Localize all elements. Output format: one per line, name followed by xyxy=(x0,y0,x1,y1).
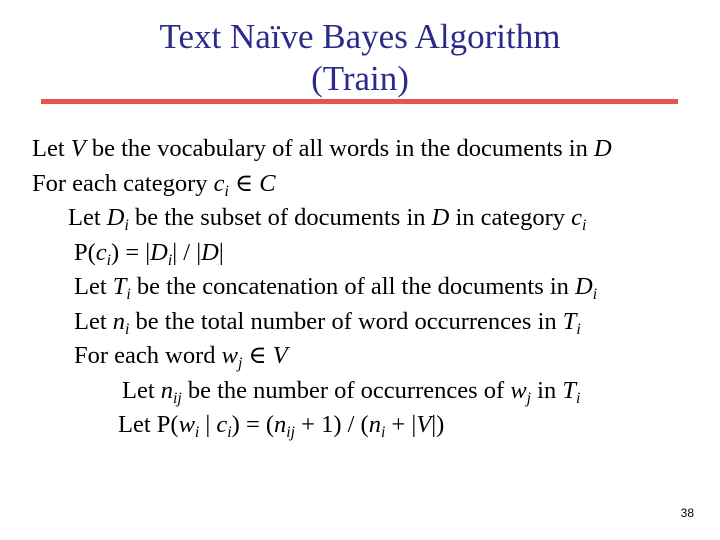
algorithm-text: be the number of occurrences of xyxy=(181,376,511,404)
slide-title xyxy=(0,16,720,100)
subscript-text: i xyxy=(582,217,587,235)
algorithm-text: V xyxy=(416,411,432,438)
algorithm-text: c xyxy=(216,411,228,438)
subscript-text: i xyxy=(592,286,598,304)
line-for-each-word xyxy=(74,339,288,374)
subscript-text: i xyxy=(380,424,386,442)
algorithm-text: Let xyxy=(32,135,71,162)
algorithm-text: ) = ( xyxy=(231,411,275,438)
line-subset-documents xyxy=(68,201,586,236)
subscript-text: j xyxy=(237,355,243,373)
algorithm-text: Let P( xyxy=(118,411,179,438)
subscript-text: ij xyxy=(173,389,182,407)
algorithm-text: ∈ xyxy=(242,342,273,369)
subscript-text: i xyxy=(224,182,229,200)
algorithm-text: be the concatenation of all the documents in xyxy=(130,273,576,300)
algorithm-text: c xyxy=(95,238,107,266)
algorithm-text: Let xyxy=(74,273,113,300)
algorithm-text: be the vocabulary of all words in the documents in xyxy=(85,135,594,162)
algorithm-text: D xyxy=(431,204,450,231)
algorithm-text: n xyxy=(368,411,381,438)
subscript-text: i xyxy=(126,286,131,304)
line-total-word-count xyxy=(74,305,581,340)
subscript-text: i xyxy=(167,251,173,269)
subscript-text: i xyxy=(124,217,129,235)
algorithm-text: Let xyxy=(68,204,107,231)
title-line-2: (Train) xyxy=(311,59,409,98)
algorithm-text: c xyxy=(571,204,582,231)
line-conditional-probability xyxy=(118,408,444,443)
line-occurrence-count xyxy=(122,374,580,409)
algorithm-text: D xyxy=(150,238,168,266)
algorithm-text: be the total number of word occurrences in xyxy=(129,307,563,335)
algorithm-text: + 1) / ( xyxy=(295,411,369,438)
algorithm-text: P( xyxy=(74,238,96,266)
subscript-text: i xyxy=(227,424,232,442)
algorithm-text: D xyxy=(106,204,125,231)
algorithm-text: V xyxy=(70,135,86,162)
subscript-text: ij xyxy=(286,424,296,442)
subscript-text: i xyxy=(194,424,200,442)
algorithm-text: C xyxy=(259,169,276,197)
subscript-text: i xyxy=(125,320,130,338)
algorithm-text: n xyxy=(160,376,174,404)
algorithm-text: n xyxy=(112,307,126,335)
algorithm-text: be the subset of documents in xyxy=(128,204,432,231)
algorithm-text: | xyxy=(218,238,224,266)
line-for-each-category xyxy=(32,167,276,202)
line-concatenation xyxy=(74,270,597,305)
line-vocabulary xyxy=(32,132,612,167)
algorithm-text: D xyxy=(201,238,219,266)
algorithm-text: D xyxy=(575,273,593,300)
algorithm-text: |) xyxy=(431,411,445,438)
line-prior-probability xyxy=(74,236,224,271)
algorithm-text: Let xyxy=(74,307,113,335)
subscript-text: i xyxy=(575,389,581,407)
algorithm-text: For each word xyxy=(74,342,222,369)
algorithm-text: in category xyxy=(449,204,572,231)
algorithm-text: w xyxy=(178,411,195,438)
title-underline xyxy=(41,99,678,104)
algorithm-text: + | xyxy=(385,411,417,438)
subscript-text: i xyxy=(576,320,581,338)
algorithm-text: | / | xyxy=(172,238,202,266)
algorithm-text: T xyxy=(112,273,127,300)
algorithm-text: T xyxy=(562,307,577,335)
algorithm-text: ) = | xyxy=(111,238,151,266)
subscript-text: j xyxy=(526,389,532,407)
algorithm-text: V xyxy=(272,342,288,369)
title-line-1: Text Naïve Bayes Algorithm xyxy=(159,17,561,56)
algorithm-text: For each category xyxy=(32,169,214,197)
algorithm-text: Let xyxy=(122,376,161,404)
algorithm-text: T xyxy=(562,376,576,404)
page-number: 38 xyxy=(680,506,694,520)
algorithm-text: w xyxy=(510,376,527,404)
algorithm-text: D xyxy=(594,135,612,162)
algorithm-text: in xyxy=(531,376,563,404)
subscript-text: i xyxy=(106,251,112,269)
algorithm-text: w xyxy=(221,342,238,369)
algorithm-text: n xyxy=(274,411,287,438)
algorithm-text: ∈ xyxy=(228,169,260,197)
algorithm-text: c xyxy=(213,169,225,197)
algorithm-text: | xyxy=(199,411,217,438)
